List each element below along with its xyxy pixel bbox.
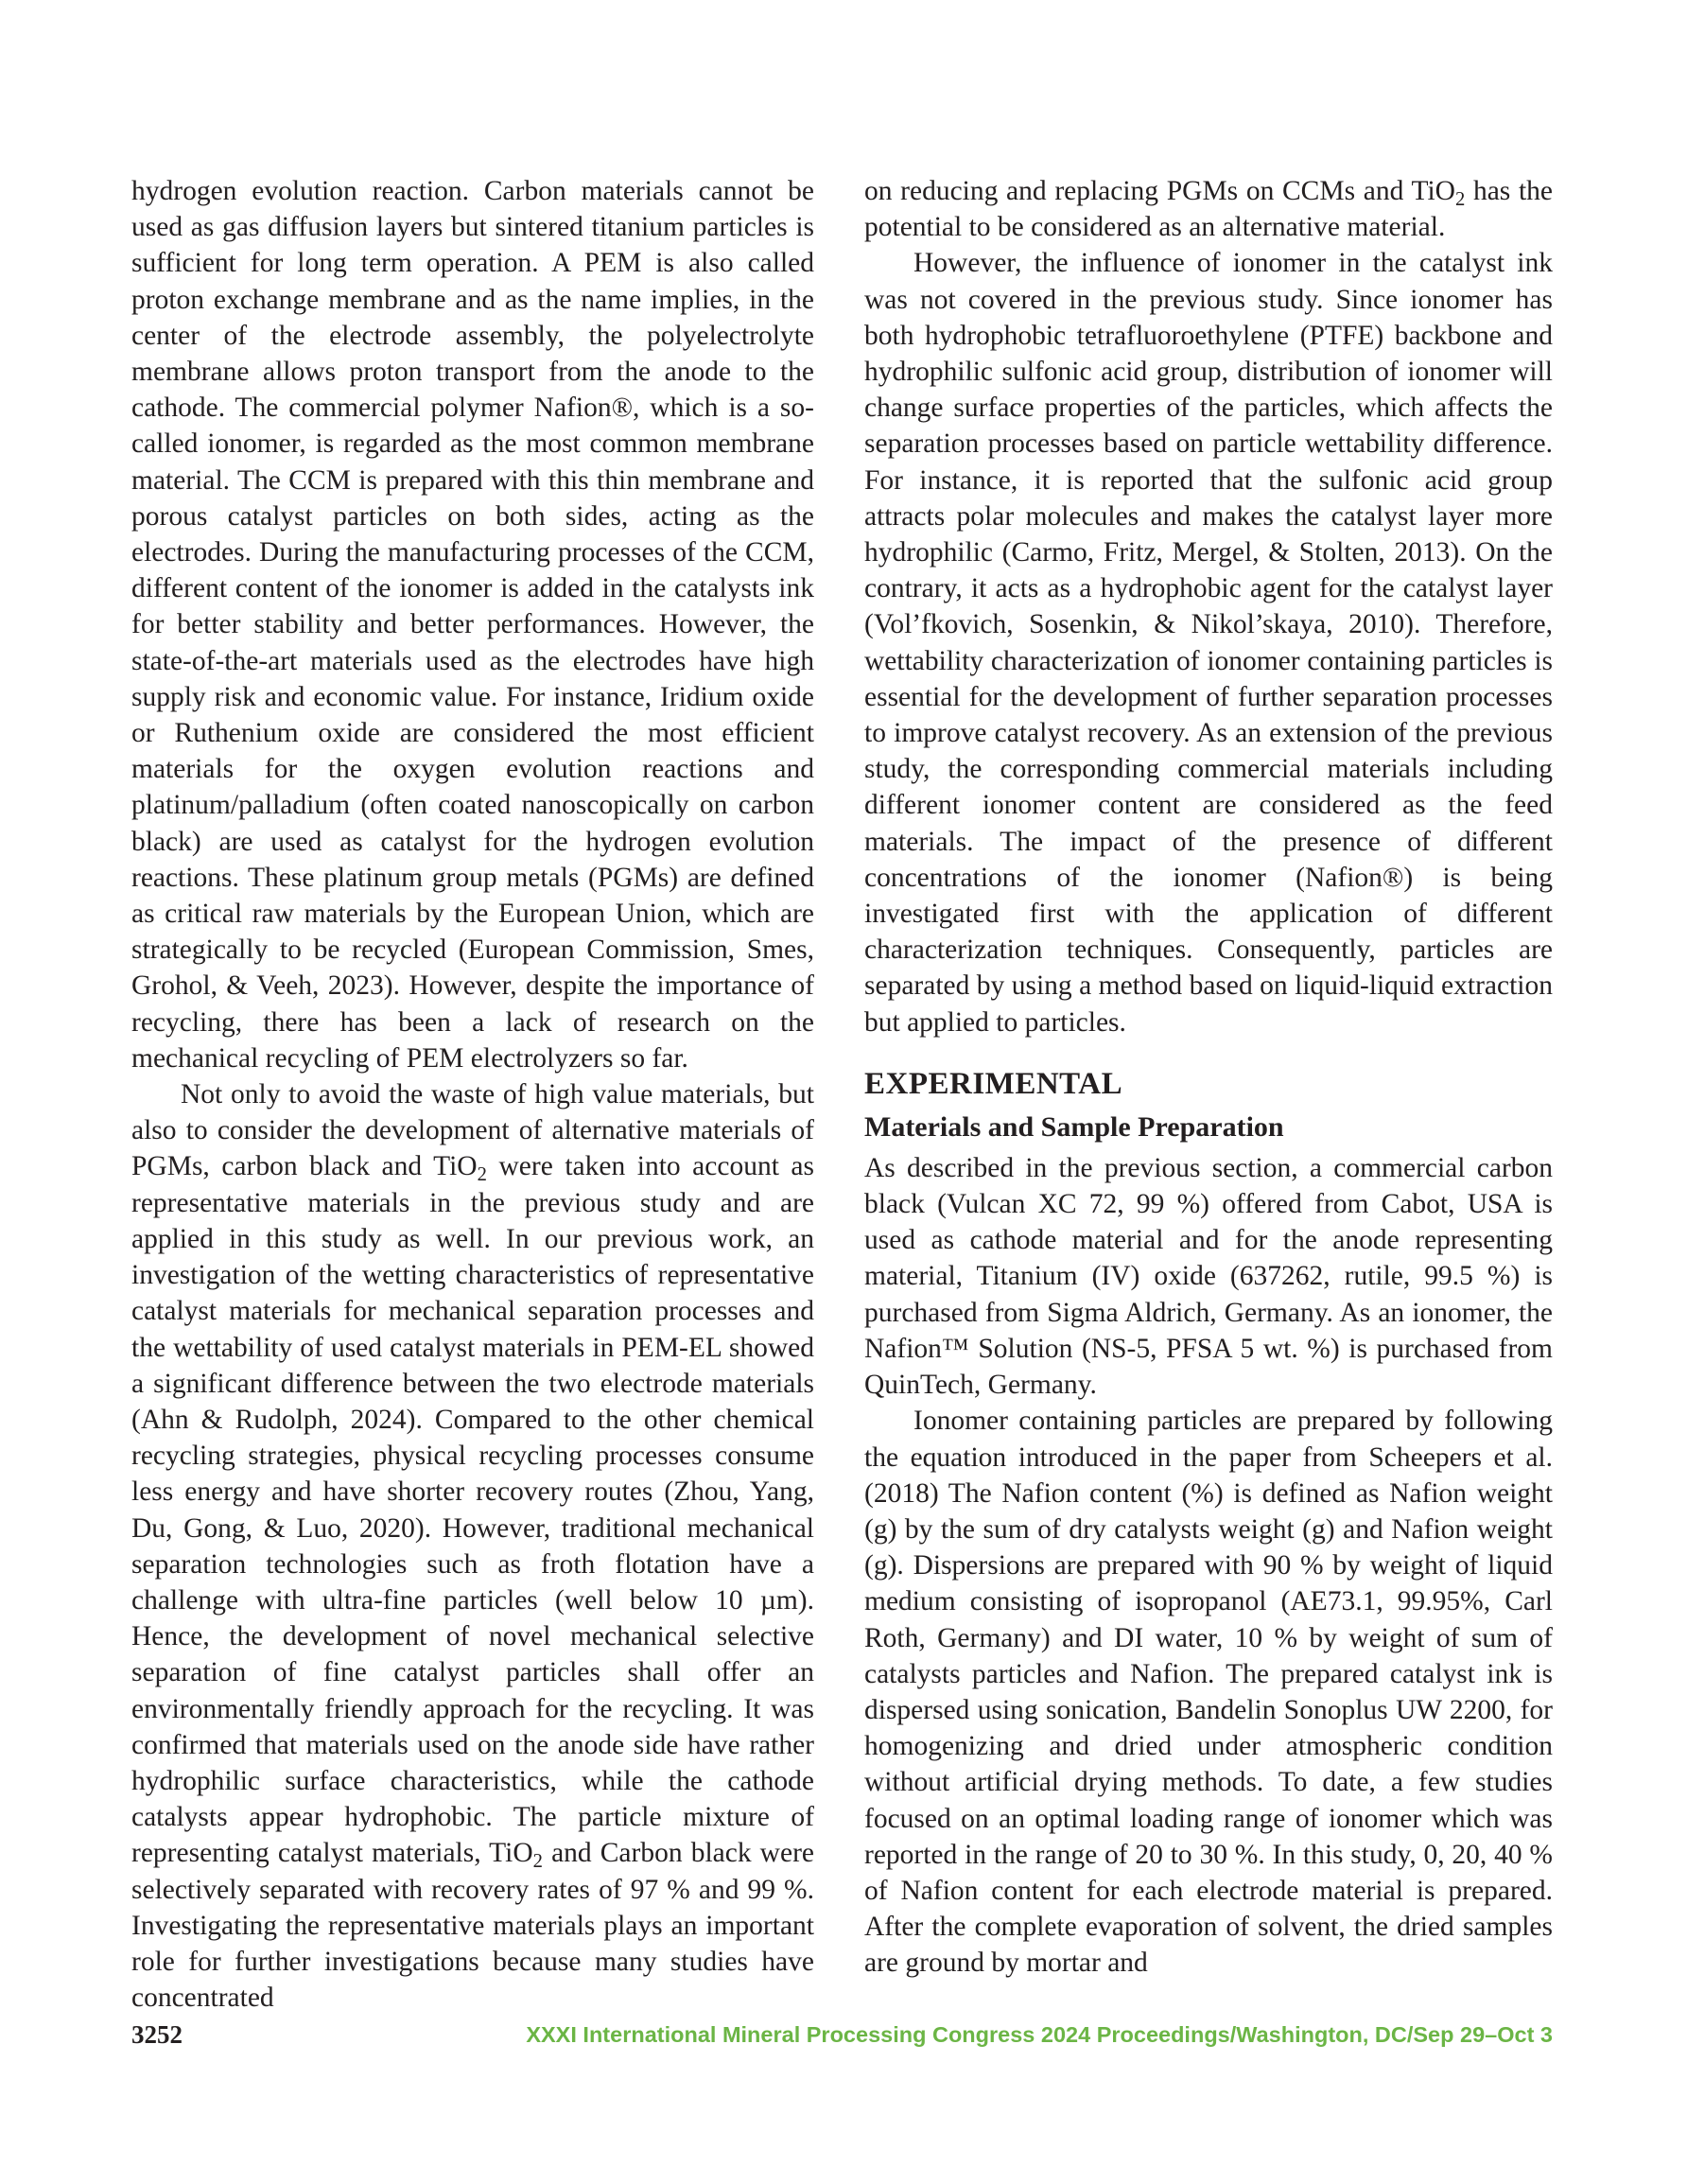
- left-column: [131, 173, 814, 2016]
- text-run: and Carbon black were selectively separated with recovery rates of 97 % and 99 %. Investigating the representative materials plays an important role for further investigations because many studies have concentrated: [131, 1838, 814, 2014]
- section-heading: EXPERIMENTAL: [864, 1066, 1123, 1101]
- subsection-heading: Materials and Sample Preparation: [864, 1110, 1284, 1143]
- text-run: on reducing and replacing PGMs on CCMs and TiO: [864, 176, 1455, 206]
- body-paragraph: hydrogen evolution reaction. Carbon materials cannot be used as gas diffusion layers but sintered titanium particles is sufficient for long term operation. A PEM is also called proton exchange membrane and as the name implies, in the center of the electrode assembly, the polyelectrolyte membrane allows proton transport from the anode to the cathode. The commercial polymer Nafion®, which is a so-called ionomer, is regarded as the most common membrane material. The CCM is prepared with this thin membrane and porous catalyst particles on both sides, acting as the electrodes. During the manufacturing processes of the CCM, different content of the ionomer is added in the catalysts ink for better stability and better performances. However, the state-of-the-art materials used as the electrodes have high supply risk and economic value. For instance, Iridium oxide or Ruthenium oxide are considered the most efficient materials for the oxygen evolution reactions and platinum/palladium (often coated nanoscopically on carbon black) are used as catalyst for the hydrogen evolution reactions. These platinum group metals (PGMs) are defined as critical raw materials by the European Union, which are strategically to be recycled (European Commission, Smes, Grohol, & Veeh, 2023). However, despite the importance of recycling, there has been a lack of research on the mechanical recycling of PEM electrolyzers so far.: [131, 176, 814, 1074]
- subscript: 2: [1454, 189, 1466, 211]
- right-column: [864, 173, 1553, 1982]
- page-number: 3252: [131, 2020, 183, 2049]
- text-run: were taken into account as representative materials in the previous study and are applied in this study as well. In our previous work, an investigation of the wetting characteristics of representative catalyst materials for mechanical separation processes and the wettability of used catalyst materials in PEM-EL showed a significant difference between the two electrode materials (Ahn & Rudolph, 2024). Compared to the other chemical recycling strategies, physical recycling processes consume less energy and have shorter recovery routes (Zhou, Yang, Du, Gong, & Luo, 2020). However, traditional mechanical separation technologies such as froth flotation have a challenge with ultra-fine particles (well below 10 µm). Hence, the development of novel mechanical selective separation of fine catalyst particles shall offer an environmentally friendly approach for the recycling. It was confirmed that materials used on the anode side have rather hydrophilic surface characteristics, while the cathode catalysts appear hydrophobic. The particle mixture of representing catalyst materials, TiO: [131, 1151, 815, 1869]
- page-footer: [131, 2020, 1553, 2058]
- subscript: 2: [477, 1164, 487, 1186]
- footer-running-title: XXXI International Mineral Processing Congress 2024 Proceedings/Washington, DC/Sep 29–Oct 3: [526, 2022, 1553, 2047]
- text-run: Not only to avoid the waste of high value materials, but also to consider the development of alternative materials of PGMs, carbon black and TiO: [131, 1079, 814, 1182]
- body-paragraph: [131, 1076, 814, 2016]
- body-paragraph: However, the influence of ionomer in the catalyst ink was not covered in the previous study. Since ionomer has both hydrophobic tetrafluoroethylene (PTFE) backbone and hydrophilic sulfonic acid group, distribution of ionomer will change surface properties of the particles, which affects the separation processes based on particle wettability difference. For instance, it is reported that the sulfonic acid group attracts polar molecules and makes the catalyst layer more hydrophilic (Carmo, Fritz, Mergel, & Stolten, 2013). On the contrary, it acts as a hydrophobic agent for the catalyst layer (Vol’fkovich, Sosenkin, & Nikol’skaya, 2010). Therefore, wettability characterization of ionomer containing particles is essential for the development of further separation processes to improve catalyst recovery. As an extension of the previous study, the corresponding commercial materials including different ionomer content are considered as the feed materials. The impact of the presence of different concentrations of the ionomer (Nafion®) is being investigated first with the application of different characterization techniques. Consequently, particles are separated by using a method based on liquid-liquid extraction but applied to particles.: [864, 248, 1553, 1038]
- text-run: has the potential to be considered as an alternative material.: [864, 176, 1553, 243]
- subscript: 2: [532, 1851, 543, 1873]
- body-paragraph: Ionomer containing particles are prepared by following the equation introduced in the paper from Scheepers et al.(2018) The Nafion content (%) is defined as Nafion weight (g) by the sum of dry catalysts weight (g) and Nafion weight (g). Dispersions are prepared with 90 % by weight of liquid medium consisting of isopropanol (AE73.1, 99.95%, Carl Roth, Germany) and DI water, 10 % by weight of sum of catalysts particles and Nafion. The prepared catalyst ink is dispersed using sonication, Bandelin Sonoplus UW 2200, for homogenizing and dried under atmospheric condition without artificial drying methods. To date, a few studies focused on an optimal loading range of ionomer which was reported in the range of 20 to 30 %. In this study, 0, 20, 40 % of Nafion content for each electrode material is prepared. After the complete evaporation of solvent, the dried samples are ground by mortar and: [864, 1406, 1553, 1979]
- body-paragraph: [864, 173, 1553, 245]
- body-paragraph: As described in the previous section, a commercial carbon black (Vulcan XC 72, 99 %) offered from Cabot, USA is used as cathode material and for the anode representing material, Titanium (IV) oxide (637262, rutile, 99.5 %) is purchased from Sigma Aldrich, Germany. As an ionomer, the Nafion™ Solution (NS-5, PFSA 5 wt. %) is purchased from QuinTech, Germany.: [864, 1152, 1553, 1401]
